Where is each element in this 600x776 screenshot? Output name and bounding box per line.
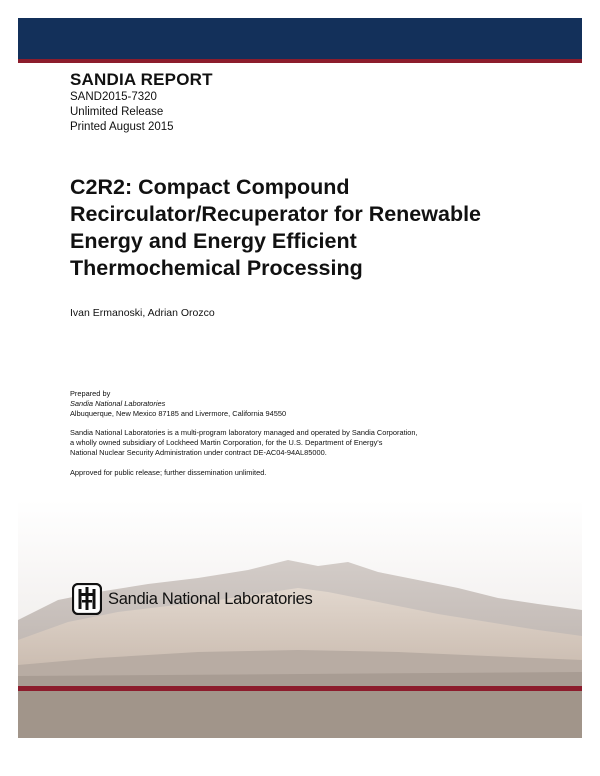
- title-line: C2R2: Compact Compound: [70, 175, 350, 199]
- report-info: [70, 70, 213, 135]
- header-band: [18, 18, 582, 59]
- authors: Ivan Ermanoski, Adrian Orozco: [70, 307, 215, 319]
- title-line: Energy and Energy Efficient: [70, 229, 357, 253]
- title-line: Recirculator/Recuperator for Renewable: [70, 202, 482, 226]
- statement-line: Sandia National Laboratories is a multi-program laboratory managed and operated by Sandia Corporation,: [70, 428, 418, 438]
- report-printed-date: Printed August 2015: [70, 121, 174, 133]
- prepared-by-address: Albuquerque, New Mexico 87185 and Livermore, California 94550: [70, 408, 287, 418]
- prepared-by-org: Sandia National Laboratories: [70, 398, 166, 408]
- sandia-logo: [72, 583, 312, 615]
- report-heading: SANDIA REPORT: [70, 70, 213, 89]
- sandia-thunderbird-icon: [72, 583, 102, 615]
- document-title: [70, 174, 550, 282]
- report-number: SAND2015-7320: [70, 91, 157, 103]
- report-release: Unlimited Release: [70, 106, 164, 118]
- logo-text: Sandia National Laboratories: [108, 589, 313, 608]
- approval-statement: Approved for public release; further dissemination unlimited.: [70, 467, 267, 477]
- title-line: Thermochemical Processing: [70, 256, 363, 280]
- footer-band: [18, 691, 582, 738]
- preparation-block: [70, 389, 500, 478]
- prepared-by-label: Prepared by: [70, 389, 111, 398]
- statement-line: a wholly owned subsidiary of Lockheed Martin Corporation, for the U.S. Department of Energy's: [70, 438, 383, 448]
- header-rule: [18, 59, 582, 63]
- statement-line: National Nuclear Security Administration under contract DE-AC04-94AL85000.: [70, 447, 327, 457]
